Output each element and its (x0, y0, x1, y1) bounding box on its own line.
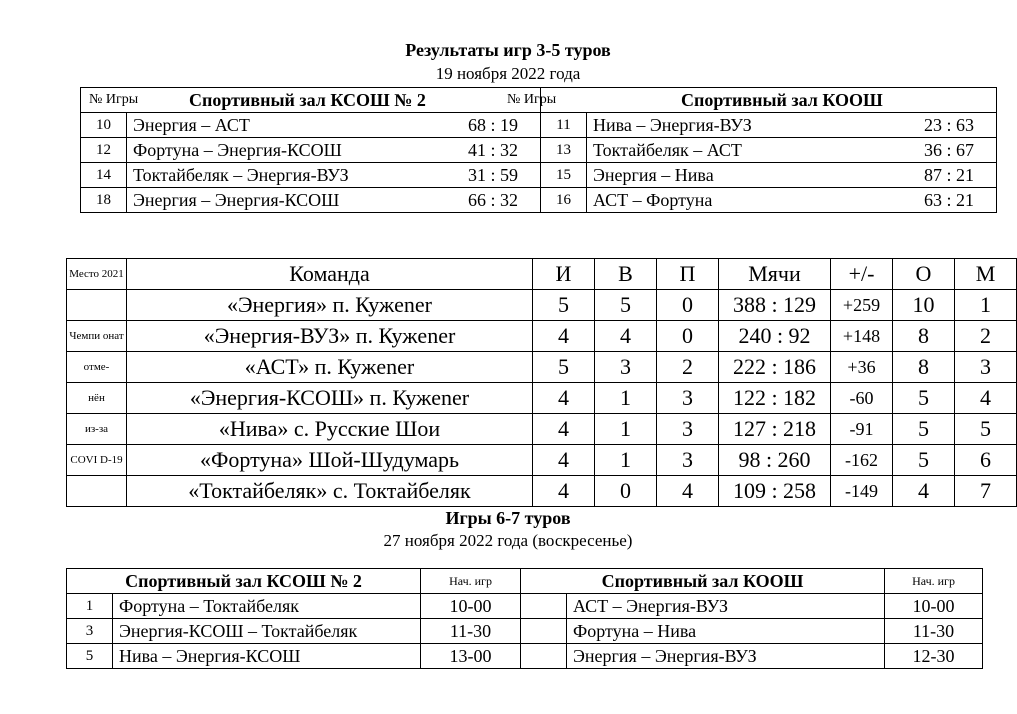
games-played: 4 (533, 476, 595, 507)
match-cell: Токтайбеляк – АСТ 36 : 67 (587, 138, 997, 163)
column-header: О (893, 259, 955, 290)
results-date: 19 ноября 2022 года (435, 64, 581, 83)
losses: 4 (657, 476, 719, 507)
position: 3 (955, 352, 1017, 383)
balls: 98 : 260 (719, 445, 831, 476)
result-row (81, 188, 997, 213)
losses: 3 (657, 445, 719, 476)
column-header: +/- (831, 259, 893, 290)
match-cell: АСТ – Фортуна 63 : 21 (587, 188, 997, 213)
score: 68 : 19 (467, 115, 518, 135)
wins: 1 (595, 445, 657, 476)
standings-row (67, 445, 1017, 476)
place-2021: отме- (67, 352, 127, 383)
balls: 222 : 186 (719, 352, 831, 383)
schedule-table (66, 568, 983, 669)
team-name: «Энергия-ВУЗ» п. Кужener (127, 321, 533, 352)
schedule-left-start-label: Нач. игр (421, 569, 521, 594)
score: 36 : 67 (923, 140, 974, 160)
game-number: 1 (67, 594, 113, 619)
schedule-date: 27 ноября 2022 года (воскресенье) (383, 531, 633, 550)
points: 10 (893, 290, 955, 321)
position: 5 (955, 414, 1017, 445)
game-number: 11 (541, 113, 587, 138)
start-time: 12-30 (885, 644, 983, 669)
standings-row (67, 414, 1017, 445)
place-2021: из-за (67, 414, 127, 445)
point-diff: +259 (831, 290, 893, 321)
schedule-right-start-label: Нач. игр (885, 569, 983, 594)
match-cell: Нива – Энергия-ВУЗ 23 : 63 (587, 113, 997, 138)
point-diff: -149 (831, 476, 893, 507)
game-number: 5 (67, 644, 113, 669)
place-2021 (67, 290, 127, 321)
schedule-row (67, 619, 983, 644)
results-header-row (81, 88, 997, 113)
losses: 2 (657, 352, 719, 383)
points: 8 (893, 352, 955, 383)
balls: 240 : 92 (719, 321, 831, 352)
score: 31 : 59 (467, 165, 518, 185)
place-2021 (67, 476, 127, 507)
score: 63 : 21 (923, 190, 974, 210)
score: 41 : 32 (467, 140, 518, 160)
column-header: И (533, 259, 595, 290)
standings-row (67, 476, 1017, 507)
results-table (80, 87, 997, 213)
team-name: «Энергия» п. Кужener (127, 290, 533, 321)
game-number (521, 644, 567, 669)
point-diff: +148 (831, 321, 893, 352)
place-2021: COVI D-19 (67, 445, 127, 476)
points: 5 (893, 414, 955, 445)
match-cell: Энергия – Энергия-ВУЗ (567, 644, 885, 669)
column-header: Мячи (719, 259, 831, 290)
points: 4 (893, 476, 955, 507)
position: 6 (955, 445, 1017, 476)
games-played: 4 (533, 383, 595, 414)
right-game-no-label: № Игры (507, 92, 557, 107)
right-hall-name: Спортивный зал КООШ (681, 90, 883, 110)
results-title: Результаты игр 3-5 туров (405, 40, 611, 60)
match-cell: Фортуна – Нива (567, 619, 885, 644)
left-hall-header (81, 88, 541, 113)
match-cell: Фортуна – Токтайбеляк (113, 594, 421, 619)
schedule-left-hall: Спортивный зал КСОШ № 2 (67, 569, 421, 594)
games-played: 5 (533, 290, 595, 321)
game-number: 10 (81, 113, 127, 138)
match-cell: Энергия – Энергия-КСОШ 66 : 32 (127, 188, 541, 213)
game-number (521, 594, 567, 619)
point-diff: -162 (831, 445, 893, 476)
place-2021: нён (67, 383, 127, 414)
wins: 4 (595, 321, 657, 352)
match-cell: Фортуна – Энергия-КСОШ 41 : 32 (127, 138, 541, 163)
place-2021: Чемпи онат (67, 321, 127, 352)
standings-header-row (67, 259, 1017, 290)
position: 1 (955, 290, 1017, 321)
result-row (81, 138, 997, 163)
losses: 3 (657, 383, 719, 414)
position: 2 (955, 321, 1017, 352)
match-cell: АСТ – Энергия-ВУЗ (567, 594, 885, 619)
standings-row (67, 321, 1017, 352)
standings-table (66, 258, 1017, 507)
match-cell: Нива – Энергия-КСОШ (113, 644, 421, 669)
team-name: «Фортуна» Шой-Шудумарь (127, 445, 533, 476)
game-number: 18 (81, 188, 127, 213)
left-game-no-label: № Игры (89, 92, 139, 107)
schedule-right-hall: Спортивный зал КООШ (521, 569, 885, 594)
wins: 0 (595, 476, 657, 507)
losses: 3 (657, 414, 719, 445)
standings-row (67, 383, 1017, 414)
wins: 3 (595, 352, 657, 383)
wins: 1 (595, 414, 657, 445)
game-number: 14 (81, 163, 127, 188)
column-header: В (595, 259, 657, 290)
result-row (81, 163, 997, 188)
start-time: 10-00 (421, 594, 521, 619)
points: 8 (893, 321, 955, 352)
score: 66 : 32 (467, 190, 518, 210)
start-time: 10-00 (885, 594, 983, 619)
match-cell: Энергия-КСОШ – Токтайбеляк (113, 619, 421, 644)
column-header: Команда (127, 259, 533, 290)
schedule-header-row (67, 569, 983, 594)
team-name: «Нива» с. Русские Шои (127, 414, 533, 445)
column-header: М (955, 259, 1017, 290)
point-diff: +36 (831, 352, 893, 383)
balls: 127 : 218 (719, 414, 831, 445)
right-hall-header (507, 88, 997, 113)
score: 87 : 21 (923, 165, 974, 185)
game-number: 13 (541, 138, 587, 163)
wins: 1 (595, 383, 657, 414)
balls: 109 : 258 (719, 476, 831, 507)
balls: 122 : 182 (719, 383, 831, 414)
game-number: 3 (67, 619, 113, 644)
losses: 0 (657, 321, 719, 352)
start-time: 13-00 (421, 644, 521, 669)
standings-row (67, 352, 1017, 383)
game-number (521, 619, 567, 644)
games-played: 5 (533, 352, 595, 383)
point-diff: -91 (831, 414, 893, 445)
balls: 388 : 129 (719, 290, 831, 321)
match-cell: Энергия – АСТ 68 : 19 (127, 113, 541, 138)
result-row (81, 113, 997, 138)
game-number: 15 (541, 163, 587, 188)
losses: 0 (657, 290, 719, 321)
team-name: «Энергия-КСОШ» п. Кужener (127, 383, 533, 414)
start-time: 11-30 (885, 619, 983, 644)
schedule-title: Игры 6-7 туров (445, 508, 571, 528)
match-cell: Энергия – Нива 87 : 21 (587, 163, 997, 188)
games-played: 4 (533, 445, 595, 476)
points: 5 (893, 383, 955, 414)
position: 4 (955, 383, 1017, 414)
left-hall-name: Спортивный зал КСОШ № 2 (189, 90, 426, 110)
column-header: П (657, 259, 719, 290)
game-number: 12 (81, 138, 127, 163)
team-name: «АСТ» п. Кужener (127, 352, 533, 383)
schedule-row (67, 644, 983, 669)
score: 23 : 63 (923, 115, 974, 135)
schedule-row (67, 594, 983, 619)
match-cell: Токтайбеляк – Энергия-ВУЗ 31 : 59 (127, 163, 541, 188)
games-played: 4 (533, 321, 595, 352)
games-played: 4 (533, 414, 595, 445)
team-name: «Токтайбеляк» с. Токтайбеляк (127, 476, 533, 507)
standings-row (67, 290, 1017, 321)
wins: 5 (595, 290, 657, 321)
points: 5 (893, 445, 955, 476)
point-diff: -60 (831, 383, 893, 414)
position: 7 (955, 476, 1017, 507)
start-time: 11-30 (421, 619, 521, 644)
column-header: Место 2021 (67, 259, 127, 290)
game-number: 16 (541, 188, 587, 213)
